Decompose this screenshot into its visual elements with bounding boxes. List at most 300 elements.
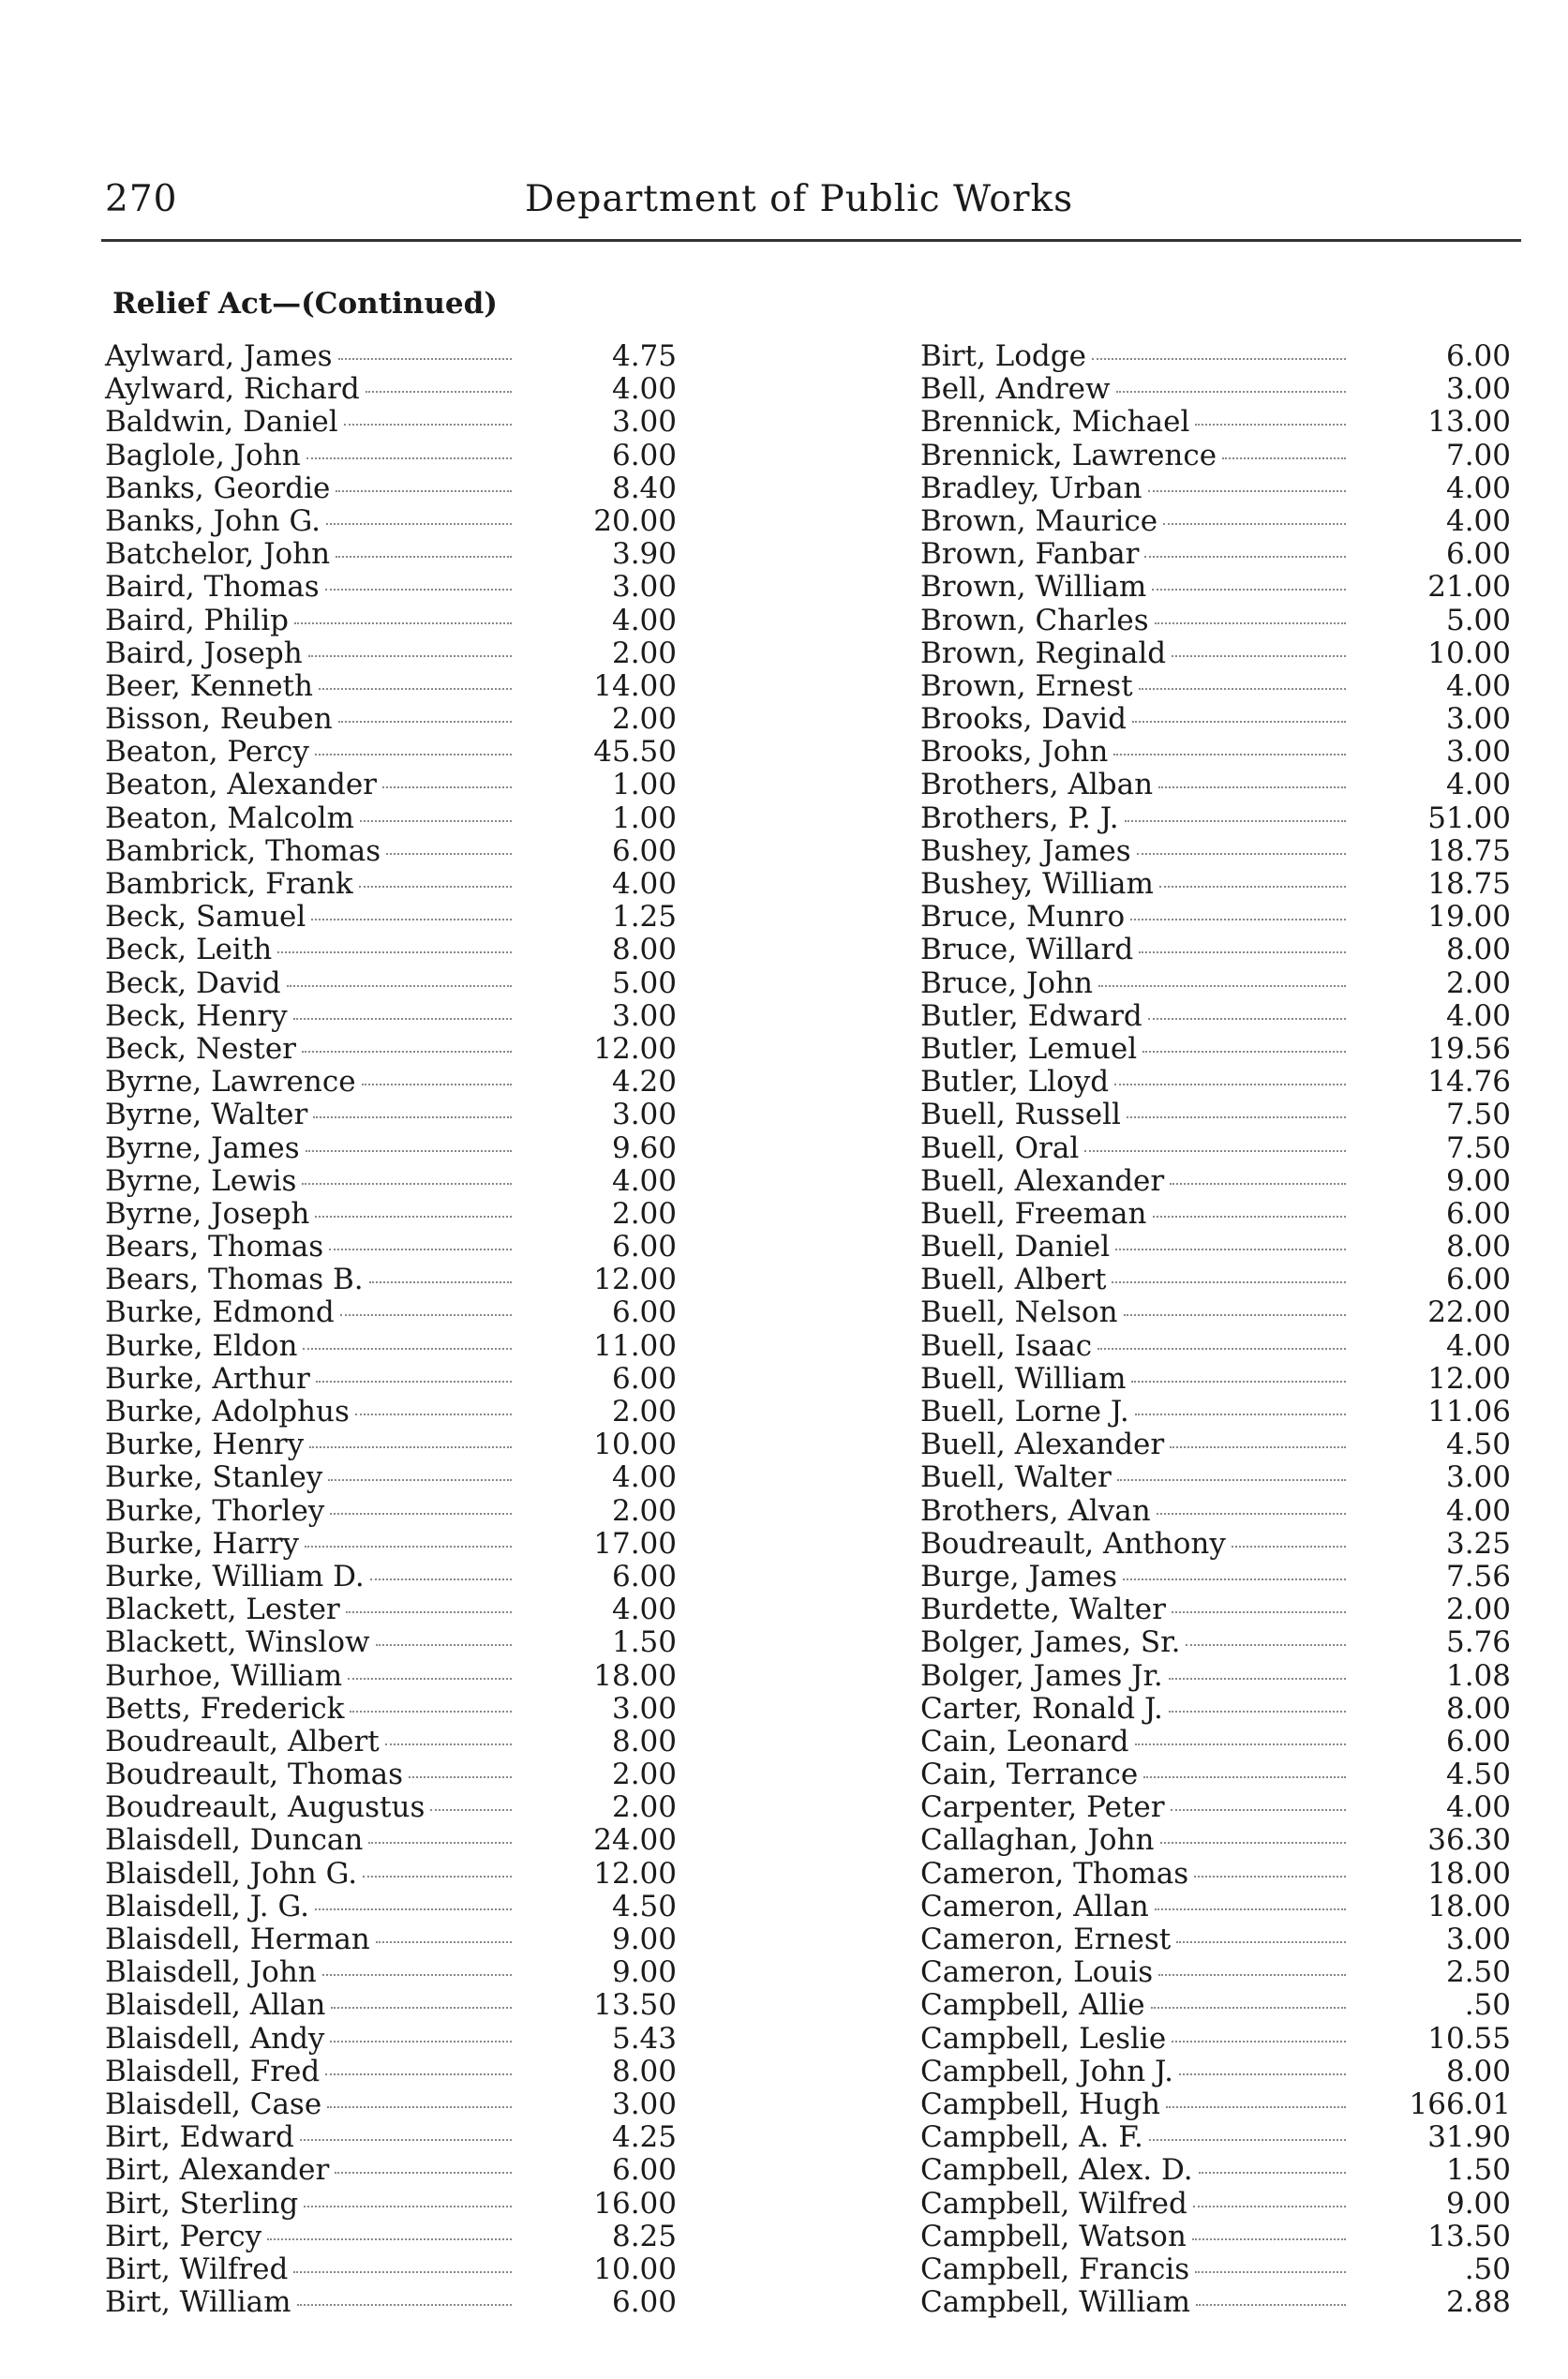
entry-amount: 31.90 bbox=[1427, 2120, 1511, 2155]
dot-leader bbox=[1170, 1183, 1346, 1185]
entry-name: Campbell, Wilfred bbox=[920, 2186, 1187, 2221]
dot-leader bbox=[322, 1974, 512, 1976]
list-item bbox=[105, 1593, 677, 1626]
list-item bbox=[920, 1528, 1511, 1561]
entry-name: Burke, Stanley bbox=[105, 1460, 323, 1495]
entry-amount: 4.50 bbox=[1445, 1758, 1511, 1792]
dot-leader bbox=[1092, 358, 1346, 360]
entry-amount: 1.00 bbox=[611, 800, 677, 835]
list-item bbox=[105, 1824, 677, 1857]
entry-name: Bambrick, Frank bbox=[105, 867, 353, 901]
list-item bbox=[105, 1891, 677, 1923]
list-item bbox=[105, 1626, 677, 1659]
dot-leader bbox=[409, 1776, 512, 1778]
dot-leader bbox=[330, 1513, 512, 1515]
dot-leader bbox=[338, 721, 512, 723]
list-item bbox=[105, 2221, 677, 2253]
list-item bbox=[105, 2121, 677, 2154]
list-item bbox=[105, 2088, 677, 2121]
list-item bbox=[920, 2188, 1511, 2221]
dot-leader bbox=[1139, 951, 1346, 953]
entry-name: Bisson, Reuben bbox=[105, 702, 333, 737]
entry-name: Buell, Daniel bbox=[920, 1230, 1111, 1264]
list-item bbox=[105, 637, 677, 670]
entry-amount: 6.00 bbox=[1445, 537, 1511, 572]
entry-name: Buell, Lorne J. bbox=[920, 1395, 1129, 1429]
dot-leader bbox=[327, 2106, 512, 2108]
dot-leader bbox=[1124, 1314, 1346, 1316]
dot-leader bbox=[1157, 1513, 1346, 1515]
entry-amount: 4.00 bbox=[1445, 998, 1511, 1033]
entry-name: Brown, Charles bbox=[920, 603, 1149, 637]
dot-leader bbox=[359, 886, 512, 888]
list-item bbox=[105, 605, 677, 637]
list-item bbox=[920, 1099, 1511, 1131]
entry-name: Brothers, Alvan bbox=[920, 1493, 1151, 1528]
dot-leader bbox=[1149, 2139, 1346, 2141]
entry-name: Callaghan, John bbox=[920, 1823, 1155, 1858]
entry-name: Campbell, Allie bbox=[920, 1988, 1145, 2023]
entry-name: Buell, William bbox=[920, 1361, 1127, 1396]
entry-name: Birt, Alexander bbox=[105, 2153, 330, 2188]
list-item bbox=[105, 1758, 677, 1791]
dot-leader bbox=[306, 1150, 512, 1152]
list-item bbox=[105, 1989, 677, 2022]
entry-name: Burke, Thorley bbox=[105, 1493, 325, 1528]
list-item bbox=[105, 1264, 677, 1296]
entry-amount: 6.00 bbox=[611, 2285, 677, 2320]
entry-name: Campbell, Francis bbox=[920, 2252, 1190, 2286]
entry-amount: 10.00 bbox=[593, 2252, 677, 2286]
entry-amount: 12.00 bbox=[593, 1263, 677, 1297]
dot-leader bbox=[1171, 1809, 1346, 1811]
dot-leader bbox=[1135, 1743, 1347, 1745]
entry-name: Bruce, Munro bbox=[920, 900, 1126, 935]
entry-amount: 7.00 bbox=[1445, 438, 1511, 472]
entry-amount: 6.00 bbox=[611, 1230, 677, 1264]
entry-name: Burke, Henry bbox=[105, 1428, 305, 1462]
list-item bbox=[105, 2056, 677, 2088]
entry-amount: 18.00 bbox=[1427, 1889, 1511, 1923]
entry-name: Brown, Ernest bbox=[920, 668, 1133, 703]
list-item bbox=[105, 2188, 677, 2221]
list-item bbox=[920, 1824, 1511, 1857]
dot-leader bbox=[336, 490, 512, 492]
list-item bbox=[105, 1858, 677, 1891]
list-item bbox=[105, 1033, 677, 1066]
dot-leader bbox=[1172, 655, 1346, 657]
list-item bbox=[105, 1956, 677, 1989]
dot-leader bbox=[1123, 1579, 1346, 1580]
entry-amount: 4.75 bbox=[611, 339, 677, 373]
dot-leader bbox=[1148, 1018, 1346, 1020]
list-item bbox=[105, 1132, 677, 1165]
dot-leader bbox=[1158, 786, 1346, 788]
entry-amount: 1.08 bbox=[1445, 1658, 1511, 1693]
entry-amount: 13.00 bbox=[1427, 405, 1511, 440]
list-item bbox=[920, 1660, 1511, 1693]
list-item bbox=[920, 1758, 1511, 1791]
entry-name: Burhoe, William bbox=[105, 1658, 343, 1693]
entry-amount: 1.50 bbox=[1445, 2153, 1511, 2188]
dot-leader bbox=[1166, 2106, 1346, 2108]
entry-amount: 6.00 bbox=[1445, 1196, 1511, 1231]
list-item bbox=[920, 1726, 1511, 1758]
entry-amount: 6.00 bbox=[1445, 1724, 1511, 1758]
dot-leader bbox=[369, 1281, 512, 1283]
entry-amount: 8.25 bbox=[611, 2219, 677, 2253]
dot-leader bbox=[1117, 1479, 1346, 1481]
dot-leader bbox=[1186, 1644, 1346, 1646]
list-item bbox=[920, 736, 1511, 769]
list-item bbox=[920, 901, 1511, 934]
entry-name: Beck, David bbox=[105, 965, 281, 1000]
entry-amount: 3.00 bbox=[611, 405, 677, 440]
list-item bbox=[105, 1396, 677, 1429]
entry-amount: 20.00 bbox=[593, 503, 677, 538]
entry-name: Brown, William bbox=[920, 570, 1147, 605]
dot-leader bbox=[348, 1678, 512, 1680]
list-item bbox=[920, 703, 1511, 736]
entry-name: Birt, William bbox=[105, 2285, 291, 2320]
entry-name: Carpenter, Peter bbox=[920, 1790, 1165, 1825]
entry-amount: 4.00 bbox=[1445, 668, 1511, 703]
list-item bbox=[920, 1066, 1511, 1099]
entry-name: Blaisdell, Fred bbox=[105, 2054, 321, 2088]
dot-leader bbox=[338, 358, 512, 360]
entry-amount: 3.00 bbox=[1445, 735, 1511, 770]
list-item bbox=[920, 538, 1511, 571]
entry-amount: 8.00 bbox=[1445, 933, 1511, 967]
entry-name: Birt, Edward bbox=[105, 2120, 294, 2155]
list-item bbox=[920, 1495, 1511, 1528]
entry-name: Byrne, James bbox=[105, 1130, 300, 1165]
list-item bbox=[920, 1264, 1511, 1296]
dot-leader bbox=[336, 556, 512, 558]
entry-name: Boudreault, Anthony bbox=[920, 1526, 1226, 1561]
entry-name: Burke, Eldon bbox=[105, 1328, 298, 1363]
list-item bbox=[920, 1461, 1511, 1494]
entry-name: Birt, Percy bbox=[105, 2219, 262, 2253]
list-item bbox=[105, 1528, 677, 1561]
dot-leader bbox=[1112, 1281, 1346, 1283]
dot-leader bbox=[308, 655, 512, 657]
dot-leader bbox=[302, 1051, 512, 1053]
list-item bbox=[105, 571, 677, 604]
dot-leader bbox=[309, 1446, 512, 1448]
list-item bbox=[920, 571, 1511, 604]
dot-leader bbox=[1179, 2073, 1346, 2075]
list-item bbox=[920, 868, 1511, 901]
list-item bbox=[920, 1132, 1511, 1165]
dot-leader bbox=[1159, 886, 1346, 888]
list-item bbox=[920, 1693, 1511, 1726]
entry-amount: 36.30 bbox=[1427, 1823, 1511, 1858]
list-item bbox=[105, 802, 677, 835]
list-item bbox=[105, 1461, 677, 1494]
entry-amount: 4.00 bbox=[1445, 471, 1511, 505]
entry-name: Campbell, Alex. D. bbox=[920, 2153, 1193, 2188]
list-item bbox=[920, 605, 1511, 637]
dot-leader bbox=[1222, 457, 1346, 459]
dot-leader bbox=[1163, 523, 1346, 525]
dot-leader bbox=[355, 1414, 512, 1415]
list-item bbox=[105, 1660, 677, 1693]
entry-amount: 8.00 bbox=[1445, 1691, 1511, 1726]
dot-leader bbox=[287, 985, 512, 987]
list-item bbox=[105, 1693, 677, 1726]
entry-amount: 5.76 bbox=[1445, 1625, 1511, 1660]
entry-amount: 24.00 bbox=[593, 1823, 677, 1858]
entry-amount: 4.00 bbox=[611, 603, 677, 637]
list-item bbox=[920, 2253, 1511, 2286]
entry-name: Burke, William D. bbox=[105, 1559, 365, 1593]
entry-amount: 21.00 bbox=[1427, 570, 1511, 605]
entry-amount: 2.00 bbox=[1445, 965, 1511, 1000]
dot-leader bbox=[1195, 424, 1346, 426]
list-item bbox=[105, 1198, 677, 1231]
entry-name: Aylward, James bbox=[105, 339, 333, 373]
entry-name: Blaisdell, John bbox=[105, 1955, 317, 1990]
entry-amount: 2.50 bbox=[1445, 1955, 1511, 1990]
list-item bbox=[105, 868, 677, 901]
dot-leader bbox=[1137, 853, 1346, 855]
entry-amount: 3.00 bbox=[611, 998, 677, 1033]
entry-name: Butler, Lloyd bbox=[920, 1065, 1110, 1100]
entry-amount: 4.00 bbox=[1445, 503, 1511, 538]
dot-leader bbox=[1193, 2206, 1346, 2207]
entry-amount: 2.88 bbox=[1445, 2285, 1511, 2320]
list-item bbox=[105, 2154, 677, 2187]
entry-amount: 12.00 bbox=[593, 1856, 677, 1891]
dot-leader bbox=[1158, 1974, 1346, 1976]
entry-name: Cain, Terrance bbox=[920, 1758, 1139, 1792]
dot-leader bbox=[386, 853, 512, 855]
dot-leader bbox=[385, 1743, 512, 1745]
dot-leader bbox=[1155, 622, 1346, 624]
entry-amount: 3.00 bbox=[1445, 1923, 1511, 1956]
dot-leader bbox=[335, 2172, 512, 2174]
dot-leader bbox=[315, 1216, 512, 1218]
dot-leader bbox=[366, 391, 512, 393]
entry-name: Byrne, Lawrence bbox=[105, 1065, 356, 1100]
entry-amount: 14.00 bbox=[593, 668, 677, 703]
entry-name: Bruce, John bbox=[920, 965, 1094, 1000]
entry-name: Birt, Wilfred bbox=[105, 2252, 289, 2286]
dot-leader bbox=[293, 2271, 512, 2273]
entry-amount: 18.00 bbox=[593, 1658, 677, 1693]
list-item bbox=[105, 1330, 677, 1363]
entry-name: Bell, Andrew bbox=[920, 372, 1111, 407]
entry-amount: 2.00 bbox=[611, 1395, 677, 1429]
dot-leader bbox=[1172, 1611, 1346, 1613]
entry-amount: 6.00 bbox=[611, 1361, 677, 1396]
entry-name: Boudreault, Thomas bbox=[105, 1758, 404, 1792]
dot-leader bbox=[1155, 1908, 1346, 1910]
dot-leader bbox=[1116, 391, 1346, 393]
entry-amount: 4.25 bbox=[611, 2120, 677, 2155]
entry-amount: 6.00 bbox=[1445, 1263, 1511, 1297]
dot-leader bbox=[1192, 2238, 1346, 2240]
section-heading: Relief Act—(Continued) bbox=[112, 287, 498, 321]
dot-leader bbox=[430, 1809, 512, 1811]
entry-amount: 2.00 bbox=[1445, 1593, 1511, 1627]
entry-amount: 2.00 bbox=[611, 702, 677, 737]
entry-name: Burge, James bbox=[920, 1559, 1118, 1593]
entry-amount: 5.43 bbox=[611, 2021, 677, 2056]
entry-amount: 17.00 bbox=[593, 1526, 677, 1561]
list-item bbox=[105, 1099, 677, 1131]
dot-leader bbox=[315, 1908, 512, 1910]
dot-leader bbox=[1170, 1446, 1346, 1448]
entry-name: Brown, Fanbar bbox=[920, 537, 1140, 572]
list-item bbox=[920, 967, 1511, 1000]
list-item bbox=[105, 406, 677, 439]
dot-leader bbox=[1195, 2271, 1346, 2273]
entry-name: Aylward, Richard bbox=[105, 372, 360, 407]
entry-name: Blackett, Lester bbox=[105, 1593, 340, 1627]
right-column bbox=[920, 340, 1511, 2319]
entry-amount: 8.00 bbox=[1445, 2054, 1511, 2088]
list-item bbox=[105, 835, 677, 868]
list-item bbox=[920, 1231, 1511, 1264]
entry-name: Blaisdell, Herman bbox=[105, 1923, 370, 1956]
entry-name: Blaisdell, Andy bbox=[105, 2021, 325, 2056]
entry-amount: 6.00 bbox=[611, 438, 677, 472]
dot-leader bbox=[1151, 2007, 1346, 2009]
entry-amount: 5.00 bbox=[1445, 603, 1511, 637]
entry-name: Batchelor, John bbox=[105, 537, 331, 572]
entry-name: Burke, Arthur bbox=[105, 1361, 310, 1396]
entry-amount: 1.00 bbox=[611, 768, 677, 802]
entry-amount: 7.50 bbox=[1445, 1130, 1511, 1165]
entry-amount: 3.00 bbox=[1445, 702, 1511, 737]
dot-leader bbox=[1169, 1678, 1346, 1680]
list-item bbox=[105, 1231, 677, 1264]
list-item bbox=[105, 2253, 677, 2286]
dot-leader bbox=[1153, 1216, 1347, 1218]
entry-amount: 9.00 bbox=[611, 1923, 677, 1956]
entry-name: Baird, Philip bbox=[105, 603, 289, 637]
entry-amount: 8.00 bbox=[611, 1724, 677, 1758]
list-item bbox=[920, 1593, 1511, 1626]
list-item bbox=[920, 1033, 1511, 1066]
entry-amount: 51.00 bbox=[1427, 800, 1511, 835]
entry-amount: 7.50 bbox=[1445, 1098, 1511, 1132]
entry-amount: 12.00 bbox=[1427, 1361, 1511, 1396]
dot-leader bbox=[370, 1579, 512, 1580]
entry-name: Carter, Ronald J. bbox=[920, 1691, 1163, 1726]
entry-amount: 22.00 bbox=[1427, 1295, 1511, 1330]
entry-name: Bears, Thomas B. bbox=[105, 1263, 364, 1297]
entry-amount: 3.00 bbox=[611, 2087, 677, 2121]
entry-name: Campbell, William bbox=[920, 2285, 1191, 2320]
entry-name: Baird, Joseph bbox=[105, 636, 303, 670]
dot-leader bbox=[311, 919, 512, 920]
entry-name: Byrne, Lewis bbox=[105, 1163, 297, 1198]
entry-amount: 13.50 bbox=[593, 1988, 677, 2023]
entry-name: Campbell, Leslie bbox=[920, 2021, 1167, 2056]
entry-name: Brennick, Michael bbox=[920, 405, 1190, 440]
dot-leader bbox=[1113, 754, 1346, 756]
dot-leader bbox=[316, 1381, 512, 1383]
dot-leader bbox=[313, 1116, 512, 1118]
list-item bbox=[920, 472, 1511, 505]
entry-name: Buell, Albert bbox=[920, 1263, 1107, 1297]
entry-name: Butler, Edward bbox=[920, 998, 1142, 1033]
entry-amount: 7.56 bbox=[1445, 1559, 1511, 1593]
entry-amount: 2.00 bbox=[611, 1758, 677, 1792]
entry-amount: 9.60 bbox=[611, 1130, 677, 1165]
list-item bbox=[920, 1363, 1511, 1396]
entry-name: Brooks, John bbox=[920, 735, 1109, 770]
entry-name: Betts, Frederick bbox=[105, 1691, 345, 1726]
entry-name: Bushey, William bbox=[920, 867, 1154, 901]
dot-leader bbox=[293, 1018, 512, 1020]
list-item bbox=[920, 802, 1511, 835]
dot-leader bbox=[315, 754, 512, 756]
list-item bbox=[920, 1989, 1511, 2022]
dot-leader bbox=[376, 1644, 512, 1646]
entry-amount: 4.00 bbox=[611, 1163, 677, 1198]
list-item bbox=[920, 1330, 1511, 1363]
entry-amount: 6.00 bbox=[1445, 339, 1511, 373]
dot-leader bbox=[1125, 820, 1346, 822]
dot-leader bbox=[1098, 985, 1346, 987]
dot-leader bbox=[294, 622, 512, 624]
entry-name: Bears, Thomas bbox=[105, 1230, 324, 1264]
dot-leader bbox=[303, 1348, 512, 1350]
entry-name: Brown, Maurice bbox=[920, 503, 1158, 538]
entry-amount: 9.00 bbox=[1445, 2186, 1511, 2221]
list-item bbox=[920, 1429, 1511, 1461]
list-item bbox=[105, 373, 677, 406]
dot-leader bbox=[382, 786, 512, 788]
entry-name: Bambrick, Thomas bbox=[105, 833, 381, 868]
dot-leader bbox=[319, 688, 512, 690]
running-head: Department of Public Works bbox=[525, 178, 1074, 220]
entry-amount: 11.06 bbox=[1427, 1395, 1511, 1429]
dot-leader bbox=[306, 457, 512, 459]
dot-leader bbox=[1127, 1116, 1346, 1118]
entry-name: Burdette, Walter bbox=[920, 1593, 1166, 1627]
list-item bbox=[920, 2121, 1511, 2154]
dot-leader bbox=[1144, 556, 1346, 558]
list-item bbox=[105, 934, 677, 966]
entry-name: Cameron, Thomas bbox=[920, 1856, 1189, 1891]
left-column bbox=[105, 340, 677, 2319]
entry-name: Bolger, James Jr. bbox=[920, 1658, 1163, 1693]
list-item bbox=[105, 2023, 677, 2056]
list-item bbox=[105, 2286, 677, 2319]
dot-leader bbox=[1176, 1941, 1346, 1943]
entry-name: Blackett, Winslow bbox=[105, 1625, 370, 1660]
entry-amount: 6.00 bbox=[611, 1295, 677, 1330]
dot-leader bbox=[326, 523, 512, 525]
list-item bbox=[105, 440, 677, 472]
entry-name: Bushey, James bbox=[920, 833, 1131, 868]
dot-leader bbox=[362, 1084, 512, 1085]
entry-amount: 14.76 bbox=[1427, 1065, 1511, 1100]
dot-leader bbox=[1130, 919, 1346, 920]
dot-leader bbox=[1139, 688, 1346, 690]
list-item bbox=[920, 1923, 1511, 1956]
dot-leader bbox=[325, 2073, 512, 2075]
list-item bbox=[920, 670, 1511, 703]
dot-leader bbox=[1194, 1876, 1346, 1878]
entry-name: Blaisdell, Allan bbox=[105, 1988, 326, 2023]
page-number: 270 bbox=[105, 178, 178, 220]
